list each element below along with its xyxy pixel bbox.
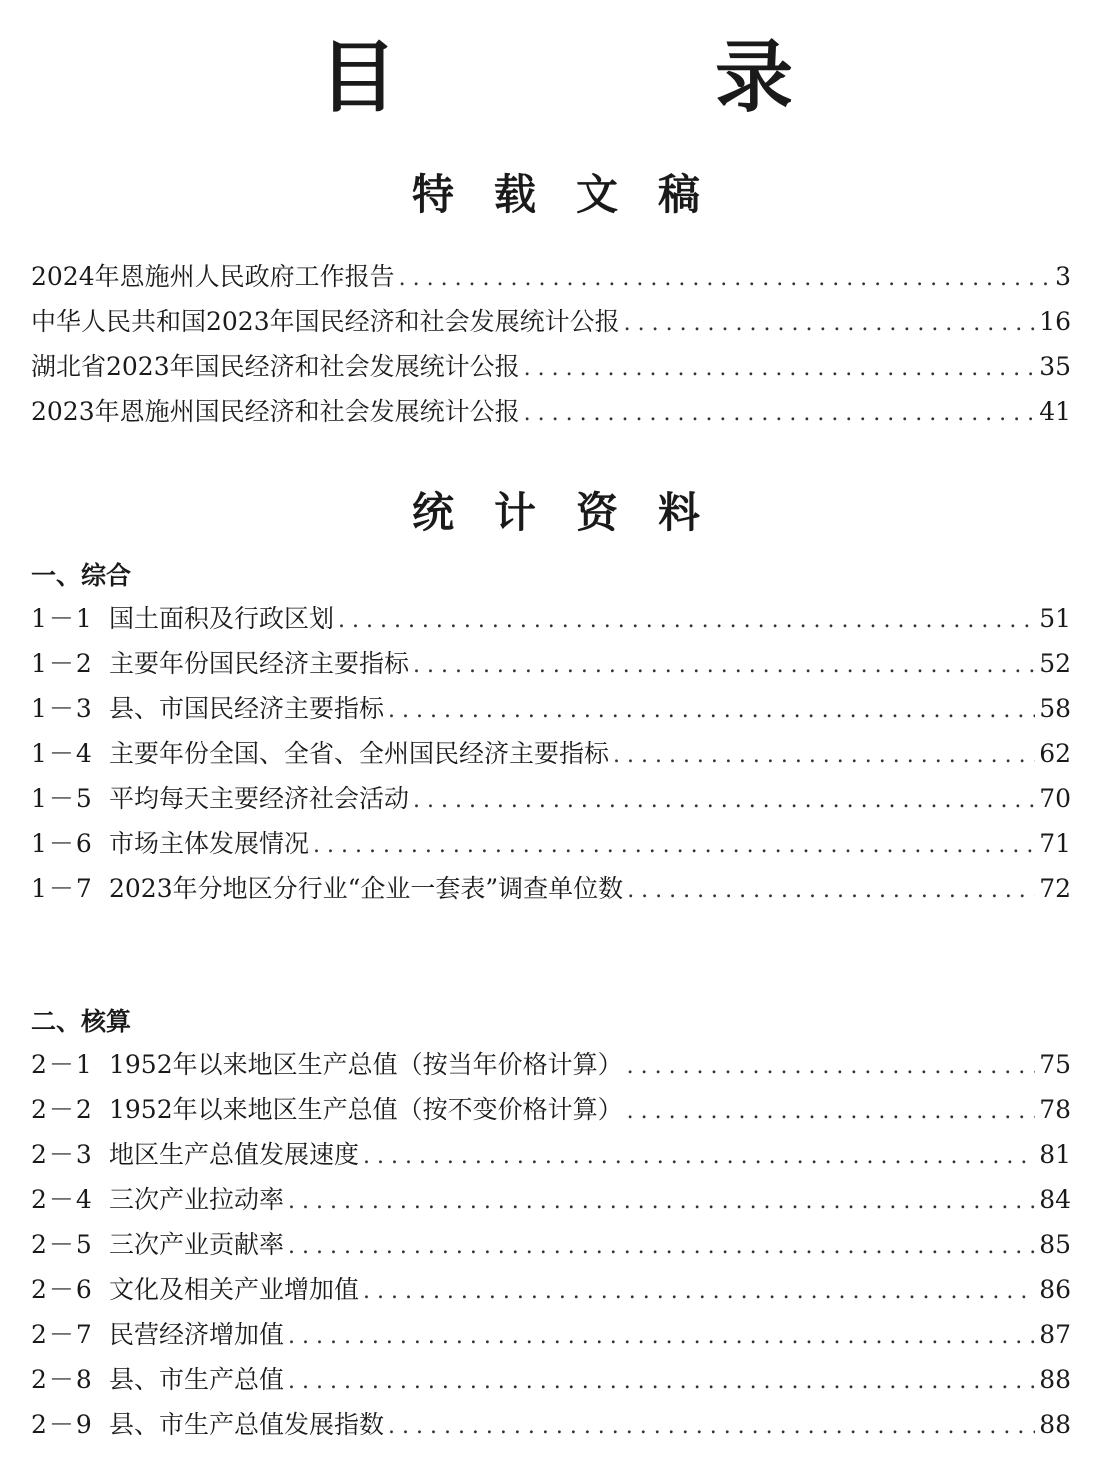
toc-entry[interactable] (31, 1177, 1071, 1222)
toc-entry[interactable] (31, 344, 1071, 389)
dot-leader (388, 688, 1035, 733)
toc-entry[interactable] (31, 389, 1071, 434)
toc-entry-code: 2－2 (31, 1095, 94, 1124)
toc-entry[interactable] (31, 731, 1071, 776)
toc-entry-page: 62 (1039, 739, 1071, 768)
dot-leader (399, 256, 1051, 301)
toc-entry-page: 87 (1039, 1320, 1071, 1349)
dot-leader (613, 733, 1035, 778)
dot-leader (627, 1089, 1036, 1134)
toc-entry-title: 主要年份全国、全省、全州国民经济主要指标 (109, 739, 610, 768)
dot-leader (338, 598, 1035, 643)
dot-leader (524, 346, 1036, 391)
toc-entry[interactable] (31, 1042, 1071, 1087)
toc-entry-code: 1－6 (31, 829, 94, 858)
page-title: 目 录 (318, 32, 913, 123)
toc-entry-code: 1－5 (31, 784, 94, 813)
dot-leader (288, 1179, 1035, 1224)
toc-entry-title: 县、市国民经济主要指标 (109, 694, 385, 723)
toc-entry-page: 84 (1039, 1185, 1071, 1214)
toc-entry-page: 70 (1039, 784, 1071, 813)
toc-entry-page: 35 (1039, 352, 1071, 381)
group-heading-accounting: 二、核算 (31, 1007, 132, 1036)
toc-entry[interactable] (31, 1312, 1071, 1357)
dot-leader (288, 1359, 1035, 1404)
toc-entry[interactable] (31, 1132, 1071, 1177)
toc-entry[interactable] (31, 1222, 1071, 1267)
toc-entry-title: 2024年恩施州人民政府工作报告 (31, 262, 395, 291)
dot-leader (288, 1314, 1035, 1359)
toc-entry[interactable] (31, 299, 1071, 344)
dot-leader (627, 1044, 1036, 1089)
dot-leader (413, 778, 1035, 823)
toc-entry-page: 88 (1039, 1365, 1071, 1394)
toc-entry-code: 1－2 (31, 649, 94, 678)
toc-entry-title: 中华人民共和国2023年国民经济和社会发展统计公报 (31, 307, 620, 336)
toc-entry-page: 16 (1039, 307, 1071, 336)
toc-entry[interactable] (31, 1267, 1071, 1312)
toc-entry[interactable] (31, 776, 1071, 821)
section-heading-statistics: 统计资料 (411, 488, 740, 537)
toc-entry[interactable] (31, 1357, 1071, 1402)
dot-leader (388, 1404, 1035, 1449)
toc-entry-page: 51 (1039, 604, 1071, 633)
toc-entry-title: 三次产业贡献率 (109, 1230, 285, 1259)
toc-entry-page: 81 (1039, 1140, 1071, 1169)
toc-entry-code: 2－8 (31, 1365, 94, 1394)
toc-special-list (31, 254, 1071, 434)
toc-entry[interactable] (31, 1087, 1071, 1132)
toc-entry-title: 1952年以来地区生产总值（按当年价格计算） (109, 1050, 623, 1079)
toc-entry-title: 市场主体发展情况 (109, 829, 310, 858)
dot-leader (363, 1134, 1035, 1179)
toc-entry[interactable] (31, 641, 1071, 686)
toc-entry-page: 78 (1039, 1095, 1071, 1124)
toc-entry-title: 文化及相关产业增加值 (109, 1275, 360, 1304)
toc-entry-code: 1－1 (31, 604, 94, 633)
toc-entry-page: 85 (1039, 1230, 1071, 1259)
toc-entry[interactable] (31, 254, 1071, 299)
toc-entry-title: 湖北省2023年国民经济和社会发展统计公报 (31, 352, 520, 381)
toc-entry[interactable] (31, 1402, 1071, 1447)
toc-entry-page: 86 (1039, 1275, 1071, 1304)
toc-entry[interactable] (31, 866, 1071, 911)
toc-entry-code: 2－5 (31, 1230, 94, 1259)
toc-entry-title: 平均每天主要经济社会活动 (109, 784, 410, 813)
toc-entry-title: 县、市生产总值 (109, 1365, 285, 1394)
toc-entry-code: 2－4 (31, 1185, 94, 1214)
dot-leader (313, 823, 1035, 868)
dot-leader (627, 868, 1035, 913)
toc-entry-page: 75 (1039, 1050, 1071, 1079)
toc-entry-page: 3 (1055, 262, 1071, 291)
toc-general-list (31, 596, 1071, 911)
toc-accounting-list (31, 1042, 1071, 1447)
toc-entry-code: 2－1 (31, 1050, 94, 1079)
toc-entry-code: 2－6 (31, 1275, 94, 1304)
toc-entry-code: 2－7 (31, 1320, 94, 1349)
dot-leader (413, 643, 1035, 688)
toc-entry-code: 2－9 (31, 1410, 94, 1439)
toc-entry-title: 2023年恩施州国民经济和社会发展统计公报 (31, 397, 520, 426)
dot-leader (524, 391, 1036, 436)
toc-entry-code: 1－7 (31, 874, 94, 903)
toc-entry-title: 民营经济增加值 (109, 1320, 285, 1349)
toc-entry-title: 2023年分地区分行业“企业一套表”调查单位数 (109, 874, 624, 903)
toc-entry-page: 88 (1039, 1410, 1071, 1439)
toc-entry[interactable] (31, 821, 1071, 866)
toc-entry-title: 三次产业拉动率 (109, 1185, 285, 1214)
toc-entry-title: 1952年以来地区生产总值（按不变价格计算） (109, 1095, 623, 1124)
toc-entry-title: 国土面积及行政区划 (109, 604, 335, 633)
dot-leader (288, 1224, 1035, 1269)
dot-leader (363, 1269, 1035, 1314)
toc-entry-title: 地区生产总值发展速度 (109, 1140, 360, 1169)
toc-entry-code: 1－4 (31, 739, 94, 768)
toc-entry-page: 72 (1039, 874, 1071, 903)
toc-entry-page: 71 (1039, 829, 1071, 858)
toc-entry-title: 县、市生产总值发展指数 (109, 1410, 385, 1439)
toc-entry[interactable] (31, 596, 1071, 641)
section-heading-special: 特载文稿 (411, 170, 740, 219)
toc-entry[interactable] (31, 686, 1071, 731)
toc-entry-page: 58 (1039, 694, 1071, 723)
toc-entry-code: 1－3 (31, 694, 94, 723)
toc-entry-code: 2－3 (31, 1140, 94, 1169)
dot-leader (624, 301, 1036, 346)
toc-entry-title: 主要年份国民经济主要指标 (109, 649, 410, 678)
toc-entry-page: 41 (1039, 397, 1071, 426)
toc-entry-page: 52 (1039, 649, 1071, 678)
group-heading-general: 一、综合 (31, 561, 132, 590)
